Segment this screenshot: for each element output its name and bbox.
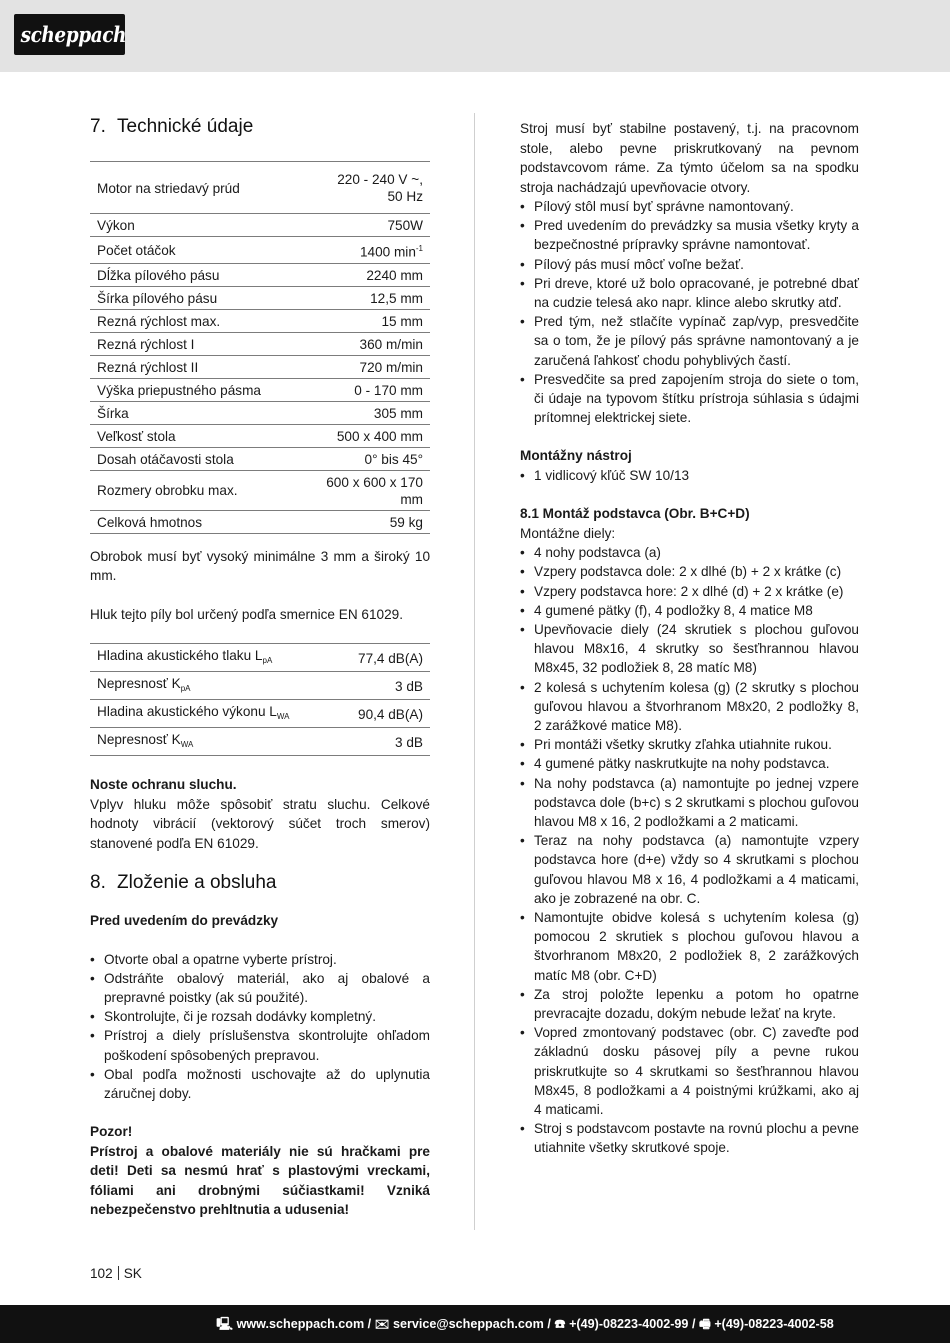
header-band [0,0,950,72]
computer-icon: 🖳 [216,1317,234,1331]
spec-label: Celková hmotnos [90,510,312,533]
noise-label-text: Nepresnosť K [97,676,181,692]
noise-row [90,644,430,672]
intro-item: • Presvedčite sa pred zapojením stroja do siete o tom, či údaje na typovom štítku prístroja súhlasia s údajmi prítomnej elektrickej siete. [520,370,859,428]
left-column [90,113,430,1220]
noise-label-text: Hladina akustického výkonu L [97,704,277,720]
stand-item: • Pri montáži všetky skrutky zľahka utiahnite rukou. [520,735,859,754]
noise-label [90,700,336,728]
spec-row [90,237,430,264]
intro-item: • Pred uvedením do prevádzky sa musia všetky kryty a bezpečnostné prípravky správne namontovať. [520,216,859,254]
before-use-heading: Pred uvedením do prevádzky [90,913,279,929]
stand-item: • Stroj s podstavcom postavte na rovnú plochu a pevne utiahnite všetky skrutkové spoje. [520,1119,859,1157]
tool-list [520,466,859,485]
mail-icon: ✉ [374,1317,390,1331]
noise-value: 77,4 dB(A) [336,644,430,672]
spec-value-text: 360 m/min [359,336,423,352]
noise-label-text: Nepresnosť K [97,732,181,748]
noise-table [90,643,430,756]
logo-text: scheppach [20,22,127,47]
page-number [90,1265,142,1283]
spec-value [312,355,430,378]
stand-subheading: Montážne diely: [520,525,616,541]
section-8-heading [90,869,430,897]
spec-row [90,510,430,533]
spec-value-text: 220 - 240 V ~, 50 Hz [337,172,423,204]
stand-item: • 4 gumené pätky naskrutkujte na nohy podstavca. [520,754,859,773]
noise-label-sub: pA [180,684,191,694]
stand-item: • Namontujte obidve kolesá s uchytením kolesa (g) pomocou 2 skrutiek s plochou guľovou hlavou a štvorhranom M8x20, 2 podložiek 8, 2 zarážkových matíc M8 (obr. C+D) [520,908,859,985]
right-column [520,119,859,1158]
spec-label: Šírka pílového pásu [90,286,312,309]
spec-label: Rozmery obrobku max. [90,470,312,510]
footer-contact [0,1315,950,1333]
warning-text: Prístroj a obalové materiály nie sú hračkami pre deti! Deti sa nesmú hrať s plastovými vreckami, fóliami ani drobnými súčiastkami! Vzniká nebezpečenstvo prehltnutia a udusenia! [90,1143,430,1218]
footer-email-link[interactable]: service@scheppach.com / [392,1317,551,1331]
spec-value-text: 2240 mm [366,267,423,283]
stand-item: • Teraz na nohy podstavca (a) namontujte vzpery podstavca hore (d+e) vždy so 4 skrutkami s plochou guľovou hlavou M8 x 16, 4 podložkami a 4 maticami, ako je zobrazené na obr. C. [520,831,859,908]
noise-row [90,700,430,728]
stand-list [520,543,859,1158]
stand-item: • 2 kolesá s uchytením kolesa (g) (2 skrutky s plochou guľovou hlavou a štvorhranom M8x20, 2 podložky 8, 2 zarážkové matice M8). [520,678,859,736]
spec-value [312,332,430,355]
spec-value [312,424,430,447]
page-number-value: 102 [90,1266,113,1281]
stand-item: • 4 nohy podstavca (a) [520,543,859,562]
noise-value: 3 dB [336,728,430,756]
before-use-list [90,950,430,1104]
intro-list [520,197,859,427]
spec-value-text: 750W [387,218,423,233]
spec-label: Veľkosť stola [90,424,312,447]
spec-value-text: 59 kg [389,514,423,530]
fax-icon: 🖷 [698,1317,711,1331]
spec-row [90,447,430,470]
spec-value [312,237,430,264]
phone-icon: ☎ [554,1317,566,1331]
spec-value [312,214,430,237]
scheppach-logo [14,14,125,55]
footer-website-link[interactable]: www.scheppach.com / [236,1317,372,1331]
stand-item: • Za stroj položte lepenku a potom ho opatrne prevracajte dozadu, dokým nebude ležať na kryte. [520,985,859,1023]
page-separator [118,1266,119,1280]
stand-item: • 4 gumené pätky (f), 4 podložky 8, 4 matice M8 [520,601,859,620]
stand-item: • Upevňovacie diely (24 skrutiek s plochou guľovou hlavou M8x16, 4 skrutky so šesťhrannou hlavou M8x45, 32 podložiek 8, 28 matíc M8) [520,620,859,678]
noise-row [90,672,430,700]
intro-item: • Pílový pás musí môcť voľne bežať. [520,255,859,274]
spec-label: Výška priepustného pásma [90,378,312,401]
page-language: SK [123,1266,142,1281]
noise-label-sub: WA [276,712,290,722]
noise-label-sub: pA [262,656,273,666]
intro-item: • Pri dreve, ktoré už bolo opracované, je potrebné dbať na cudzie telesá ako napr. klince alebo skrutky atď. [520,274,859,312]
spec-label: Dĺžka pílového pásu [90,263,312,286]
noise-row [90,728,430,756]
section-title: Technické údaje [117,116,254,137]
spec-label: Motor na striedavý prúd [90,162,312,214]
column-divider [474,113,475,1230]
spec-label: Rezná rýchlost max. [90,309,312,332]
spec-value [312,401,430,424]
footer-fax: +(49)-08223-4002-58 [714,1317,834,1331]
spec-value-text: 15 mm [381,313,423,329]
noise-value: 3 dB [336,672,430,700]
workpiece-note: Obrobok musí byť vysoký minimálne 3 mm a široký 10 mm. [90,548,430,584]
spec-value-text: 0 - 170 mm [354,382,423,398]
footer-phone: +(49)-08223-4002-99 / [569,1317,696,1331]
spec-value [312,263,430,286]
spec-value-text: 0° bis 45° [364,451,423,467]
spec-row [90,332,430,355]
spec-row [90,286,430,309]
warning-heading: Pozor! [90,1124,133,1140]
spec-value-text: 500 x 400 mm [336,428,423,444]
spec-label: Výkon [90,214,312,237]
hearing-heading: Noste ochranu sluchu. [90,777,237,793]
spec-label: Počet otáčok [90,237,312,264]
section-number: 8. [90,872,106,894]
spec-value-text: 720 m/min [359,359,423,375]
before-use-item: • Odstráňte obalový materiál, ako aj obalové a prepravné poistky (ak sú použité). [90,969,430,1007]
before-use-item: • Obal podľa možnosti uschovajte až do uplynutia záručnej doby. [90,1065,430,1103]
spec-row [90,470,430,510]
spec-label: Dosah otáčavosti stola [90,447,312,470]
hearing-text: Vplyv hluku môže spôsobiť stratu sluchu. Celkové hodnoty vibrácií (vektorový súčet troch smerov) stanovené podľa EN 61029. [90,796,430,851]
stand-item: • Na nohy podstavca (a) namontujte po jednej vzpere podstavca dole (b+c) s 2 skrutkami s plochou guľovou hlavou M8 x 16, 2 podložkami a 2 maticami. [520,774,859,832]
spec-row [90,309,430,332]
spec-row [90,214,430,237]
section-number: 7. [90,116,106,137]
spec-value [312,286,430,309]
spec-label: Rezná rýchlost I [90,332,312,355]
noise-label-text: Hladina akustického tlaku L [97,648,263,664]
spec-label: Rezná rýchlost II [90,355,312,378]
spec-value-text: 1400 min [359,244,416,260]
spec-value [312,162,430,214]
tool-heading: Montážny nástroj [520,448,632,464]
spec-row [90,355,430,378]
spec-label: Šírka [90,401,312,424]
before-use-item: • Otvorte obal a opatrne vyberte prístroj. [90,950,430,969]
noise-label [90,728,336,756]
noise-label [90,672,336,700]
stand-item: • Vzpery podstavca dole: 2 x dlhé (b) + 2 x krátke (c) [520,562,859,581]
spec-value-text: 600 x 600 x 170 mm [326,474,423,507]
spec-value [312,378,430,401]
spec-value [312,309,430,332]
spec-value [312,470,430,510]
section-title: Zloženie a obsluha [117,872,277,894]
intro-text: Stroj musí byť stabilne postavený, t.j. na pracovnom stole, alebo pevne priskrutkovaný na pevnom podstavcovom ráme. Za týmto účelom sa na spodku stroja nachádzajú upevňovacie otvory. [520,121,859,195]
spec-value-sup: -1 [415,244,423,253]
noise-note: Hluk tejto píly bol určený podľa smernice EN 61029. [90,606,404,622]
stand-item: • Vzpery podstavca hore: 2 x dlhé (d) + 2 x krátke (e) [520,582,859,601]
spec-value [312,447,430,470]
spec-value-text: 305 mm [373,405,423,421]
spec-row [90,263,430,286]
spec-table [90,161,430,534]
noise-label [90,644,336,672]
tool-item: • 1 vidlicový kľúč SW 10/13 [520,466,859,485]
spec-value-text: 12,5 mm [370,290,423,306]
spec-row [90,378,430,401]
before-use-item: • Prístroj a diely príslušenstva skontrolujte ohľadom poškodení spôsobených prepravou. [90,1026,430,1064]
stand-heading: 8.1 Montáž podstavca (Obr. B+C+D) [520,506,750,522]
before-use-item: • Skontrolujte, či je rozsah dodávky kompletný. [90,1007,430,1026]
noise-label-sub: WA [180,740,194,750]
spec-value [312,510,430,533]
footer-bar [0,1305,950,1343]
spec-row [90,424,430,447]
noise-value: 90,4 dB(A) [336,700,430,728]
section-7-heading [90,113,430,141]
intro-item: • Pred tým, než stlačíte vypínač zap/vyp, presvedčite sa o tom, že je pílový pás správne namontovaný a je zaručená ľahkosť chodu pohyblivých častí. [520,312,859,370]
intro-item: • Pílový stôl musí byť správne namontovaný. [520,197,859,216]
spec-row [90,162,430,214]
spec-row [90,401,430,424]
stand-item: • Vopred zmontovaný podstavec (obr. C) zaveďte pod základnú dosku pásovej píly a pevne rukou priskrutkujte so 4 skrutkami so šesťhrannou hlavou M8x45, 8 podložkami a 4 poistnými krúžkami, ako aj 4 maticami. [520,1023,859,1119]
